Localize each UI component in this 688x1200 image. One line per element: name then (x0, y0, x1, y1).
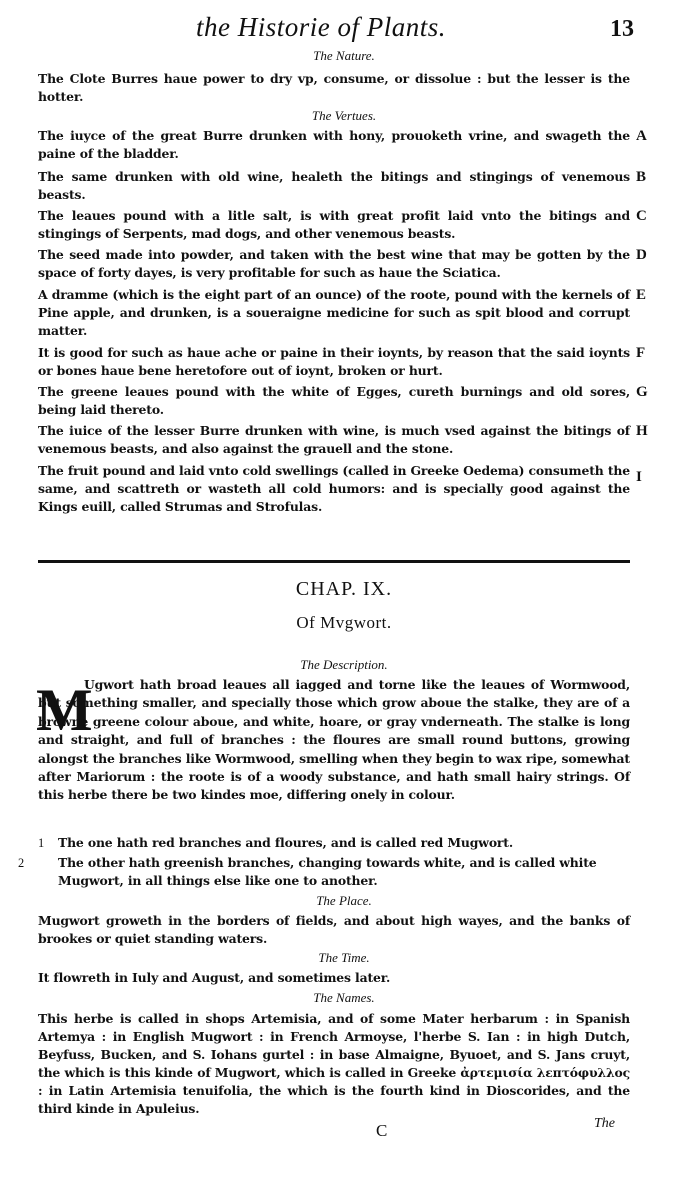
signature-mark: C (376, 1121, 388, 1140)
kind-item-1 (38, 834, 630, 852)
running-title: the Historie of Plants. (196, 12, 446, 42)
description-text (38, 676, 630, 805)
nature-text: The Clote Burres haue power to dry vp, consume, or dissolue : but the lesser is the hotter. (38, 71, 630, 104)
names-text: This herbe is called in shops Artemisia, and of some Mater herbarum : in Spanish Artemya : in English Mugwort : in French Armoyse, l'herbe S. Ian : in high Dutch, Beyfuss, Bucken, and S. Iohans gurtel : in base Almaigne, Byuoet, and S. Jans cruyt, the which is this kinde of Mugwort, which is called in Greeke ἀρτεμισία λεπτόφυλλος : in Latin Artemisia tenuifolia, the which is the fourth kind in Dioscorides, and the third kinde in Apuleius. (38, 1011, 630, 1116)
kind-text-2: The other hath greenish branches, changing towards white, and is called white Mugwort, in all things else like one to another. (58, 855, 597, 888)
margin-letter-a: A (636, 128, 647, 144)
margin-letter-f: F (636, 345, 646, 361)
herb-title: Of Mvgwort. (296, 613, 392, 632)
margin-letter-e: E (636, 287, 647, 303)
drop-cap: M (36, 677, 93, 743)
place-text: Mugwort groweth in the borders of fields, and about high wayes, and the banks of brookes or quiet standing waters. (38, 913, 630, 946)
vertue-item-i: The fruit pound and laid vnto cold swellings (called in Greeke Oedema) consumeth the same, and scattreth or wasteth all cold humors: and is specially good against the Kings euill, called Strumas and Strofulas. (38, 463, 630, 514)
chapter-rule (38, 560, 630, 563)
chapter-heading: CHAP. IX. (295, 578, 393, 600)
place-heading: The Place. (316, 893, 372, 908)
vertue-item-f: It is good for such as haue ache or paine in their ioynts, by reason that the said ioynts or bones haue bene heretofore out of ioynt, broken or hurt. (38, 345, 630, 378)
margin-letter-d: D (636, 247, 647, 263)
vertue-item-c: The leaues pound with a litle salt, is with great profit laid vnto the bitings and stingings of Serpents, mad dogs, and other venemous beasts. (38, 208, 630, 241)
description-body: Ugwort hath broad leaues all iagged and torne like the leaues of Wormwood, but something smaller, and specially those which grow aboue the stalke, they are of a browne greene colour aboue, and white, hoare, or gray vnderneath. The stalke is long and straight, and full of branches : the floures are small round buttons, growing alongst the branches like Wormwood, smelling when they begin to wax ripe, somewhat after Mariorum : the roote is of a woody substance, and hath small hairy strings. Of this herbe there be two kindes moe, differing onely in colour. (38, 677, 630, 803)
time-text: It flowreth in Iuly and August, and sometimes later. (38, 970, 391, 985)
vertue-item-b: The same drunken with old wine, healeth the bitings and stingings of venemous beasts. (38, 169, 630, 202)
kind-number-1: 1 (38, 836, 45, 850)
margin-letter-h: H (636, 423, 648, 439)
vertue-item-d: The seed made into powder, and taken with the best wine that may be gotten by the space of forty dayes, is very profitable for such as haue the Sciatica. (38, 247, 630, 280)
margin-letter-i: I (636, 469, 642, 485)
running-head (0, 10, 688, 46)
time-heading: The Time. (318, 950, 370, 965)
vertue-item-a: The iuyce of the great Burre drunken with hony, prouoketh vrine, and swageth the paine of the bladder. (38, 128, 630, 161)
vertue-item-g: The greene leaues pound with the white of Egges, cureth burnings and old sores, being laid thereto. (38, 384, 630, 417)
names-heading: The Names. (313, 990, 375, 1005)
page-number: 13 (610, 16, 634, 42)
vertues-heading: The Vertues. (311, 108, 377, 123)
margin-letter-b: B (636, 169, 647, 185)
vertue-item-h: The iuice of the lesser Burre drunken with wine, is much vsed against the bitings of venemous beasts, and also against the grauell and the stone. (38, 423, 630, 456)
margin-letter-c: C (636, 208, 647, 224)
nature-heading: The Nature. (313, 48, 375, 63)
margin-letter-g: G (636, 384, 648, 400)
kind-item-2 (18, 854, 630, 890)
vertue-item-e: A dramme (which is the eight part of an ounce) of the roote, pound with the kernels of Pine apple, and drunken, is a soueraigne medicine for such as spit blood and corrupt matter. (38, 287, 630, 338)
kind-text-1: The one hath red branches and floures, and is called red Mugwort. (58, 835, 514, 850)
description-heading: The Description. (300, 657, 388, 672)
kind-number-2: 2 (18, 856, 25, 870)
catchword: The (594, 1116, 615, 1131)
